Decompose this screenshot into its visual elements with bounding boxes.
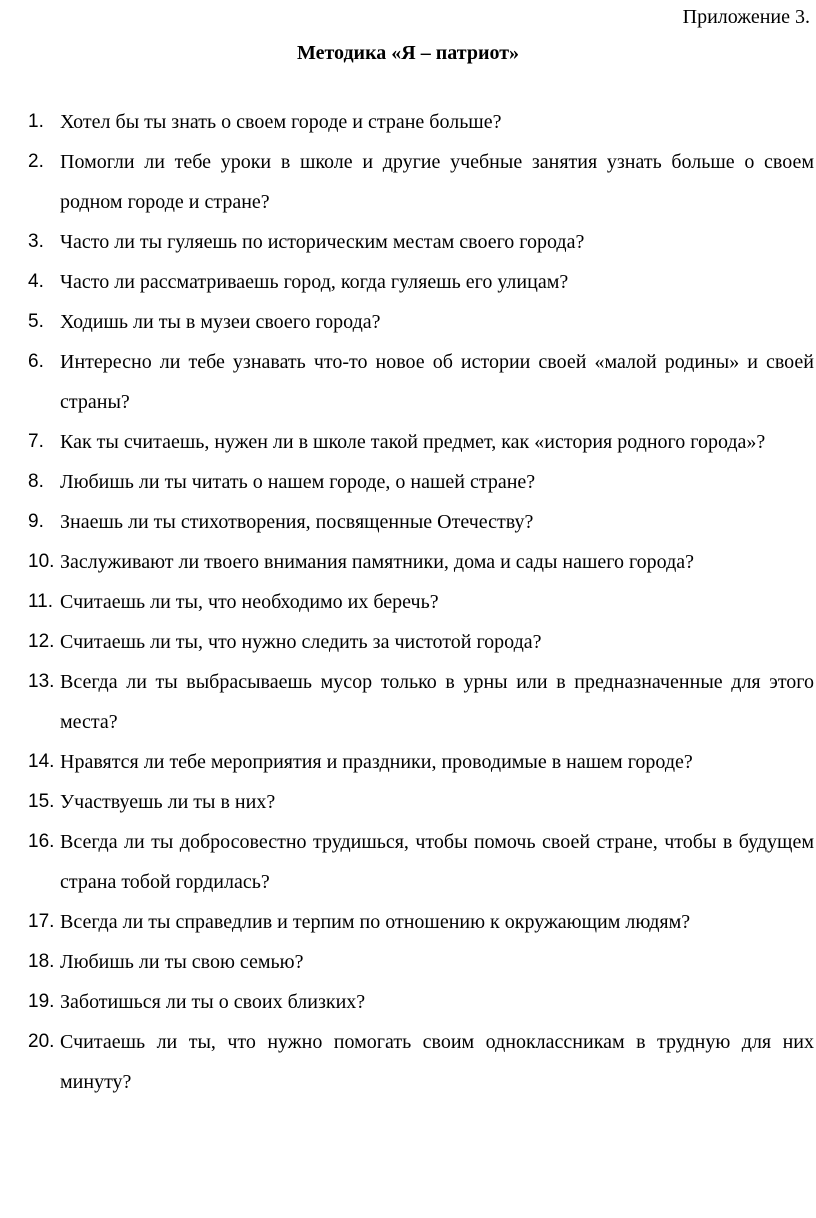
question-text: Всегда ли ты выбрасываешь мусор только в урны или в предназначенные для этого места? [60,671,814,733]
question-text: Участвуешь ли ты в них? [60,791,276,813]
question-item [28,742,816,782]
question-number: 12. [28,631,55,652]
question-item [28,342,816,422]
question-text: Считаешь ли ты, что нужно помогать своим одноклассникам в трудную для них минуту? [60,1031,814,1093]
question-text: Как ты считаешь, нужен ли в школе такой предмет, как «история родного города»? [60,431,766,453]
question-text: Часто ли рассматриваешь город, когда гуляешь его улицам? [60,271,569,293]
question-text: Ходишь ли ты в музеи своего города? [60,311,381,333]
question-text: Часто ли ты гуляешь по историческим местам своего города? [60,231,585,253]
question-list [28,102,816,1102]
question-item [28,902,816,942]
question-text: Считаешь ли ты, что нужно следить за чистотой города? [60,631,542,653]
appendix-label: Приложение 3. [682,6,810,28]
question-number: 19. [28,991,55,1012]
question-number: 16. [28,831,55,852]
question-item [28,262,816,302]
question-item [28,502,816,542]
question-number: 14. [28,751,55,772]
question-number: 7. [28,431,44,452]
question-number: 15. [28,791,55,812]
question-text: Всегда ли ты справедлив и терпим по отношению к окружающим людям? [60,911,691,933]
question-item [28,582,816,622]
question-number: 2. [28,151,44,172]
question-number: 11. [28,591,54,612]
question-item [28,662,816,742]
question-text: Нравятся ли тебе мероприятия и праздники, проводимые в нашем городе? [60,751,693,773]
question-number: 6. [28,351,44,372]
question-text: Помогли ли тебе уроки в школе и другие учебные занятия узнать больше о своем родном городе и стране? [60,151,814,213]
question-item [28,982,816,1022]
question-text: Любишь ли ты свою семью? [60,951,304,973]
question-item [28,782,816,822]
question-number: 13. [28,671,55,692]
question-item [28,142,816,222]
question-number: 9. [28,511,44,532]
page-title: Методика «Я – патриот» [296,42,520,64]
question-text: Всегда ли ты добросовестно трудишься, чтобы помочь своей стране, чтобы в будущем страна тобой гордилась? [60,831,814,893]
question-number: 8. [28,471,44,492]
question-text: Считаешь ли ты, что необходимо их беречь? [60,591,439,613]
question-number: 18. [28,951,55,972]
question-item [28,822,816,902]
question-item [28,422,816,462]
question-item [28,462,816,502]
question-item [28,542,816,582]
question-text: Заслуживают ли твоего внимания памятники, дома и сады нашего города? [60,551,695,573]
question-number: 10. [28,551,55,572]
question-number: 1. [28,111,44,132]
question-item [28,302,816,342]
question-item [28,942,816,982]
question-item [28,102,816,142]
question-text: Знаешь ли ты стихотворения, посвященные Отечеству? [60,511,534,533]
question-number: 20. [28,1031,55,1052]
question-item [28,1022,816,1102]
question-text: Хотел бы ты знать о своем городе и стране больше? [60,111,502,133]
question-text: Любишь ли ты читать о нашем городе, о нашей стране? [60,471,536,493]
question-text: Заботишься ли ты о своих близких? [60,991,366,1013]
question-item [28,222,816,262]
question-item [28,622,816,662]
question-number: 3. [28,231,44,252]
question-text: Интересно ли тебе узнавать что-то новое об истории своей «малой родины» и своей страны? [60,351,814,413]
question-number: 5. [28,311,44,332]
question-number: 4. [28,271,44,292]
question-number: 17. [28,911,55,932]
